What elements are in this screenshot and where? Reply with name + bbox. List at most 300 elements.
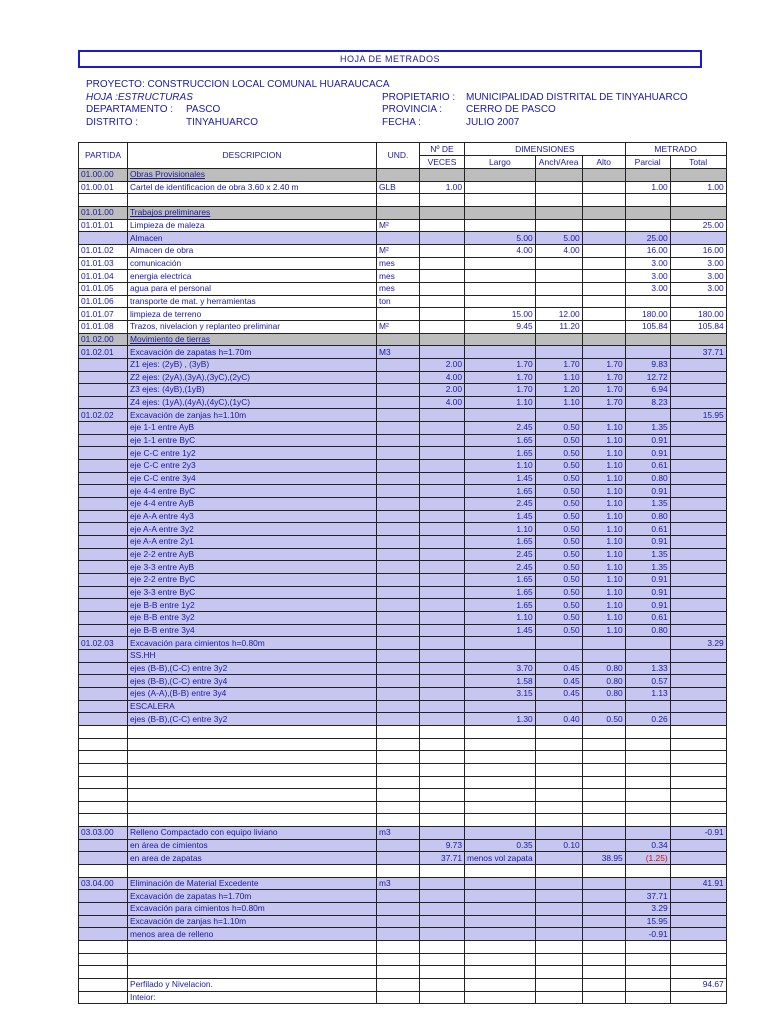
total-cell [670, 333, 726, 346]
anch-area-cell [535, 257, 582, 270]
partida-cell [79, 675, 128, 688]
veces-cell [420, 169, 465, 182]
parcial-cell [625, 738, 670, 751]
veces-cell [420, 687, 465, 700]
veces-cell [420, 827, 465, 840]
partida-cell [79, 586, 128, 599]
largo-cell: 1.65 [465, 599, 536, 612]
descripcion-cell [128, 738, 377, 751]
parcial-cell [625, 295, 670, 308]
descripcion-cell: Movimiento de tierras [128, 333, 377, 346]
partida-cell [79, 599, 128, 612]
total-cell [670, 662, 726, 675]
anch-area-cell: 0.50 [535, 422, 582, 435]
alto-cell: 1.10 [582, 447, 625, 460]
table-row [79, 574, 727, 587]
anch-area-cell: 0.50 [535, 599, 582, 612]
veces-cell [420, 915, 465, 928]
descripcion-cell: Cartel de identificacion de obra 3.60 x 2.40 m [128, 181, 377, 194]
table-row [79, 852, 727, 865]
anch-area-cell: 1.10 [535, 396, 582, 409]
descripcion-cell [128, 814, 377, 827]
anch-area-cell: 0.50 [535, 510, 582, 523]
und-cell [377, 839, 420, 852]
largo-cell: 1.10 [465, 611, 536, 624]
descripcion-cell: eje B-B entre 3y2 [128, 611, 377, 624]
parcial-cell [625, 409, 670, 422]
alto-cell [582, 649, 625, 662]
anch-area-cell: 0.50 [535, 485, 582, 498]
und-cell [377, 966, 420, 979]
partida-cell [79, 839, 128, 852]
und-cell [377, 637, 420, 650]
table-row [79, 827, 727, 840]
table-row [79, 649, 727, 662]
alto-cell: 0.80 [582, 662, 625, 675]
alto-cell: 1.10 [582, 599, 625, 612]
table-row [79, 244, 727, 257]
largo-cell: 5.00 [465, 232, 536, 245]
largo-cell [465, 865, 536, 878]
veces-cell [420, 485, 465, 498]
alto-cell [582, 890, 625, 903]
largo-cell [465, 953, 536, 966]
veces-cell [420, 422, 465, 435]
descripcion-cell: Z4 ejes: (1yA),(4yA),(4yC),(1yC) [128, 396, 377, 409]
anch-area-cell: 0.50 [535, 447, 582, 460]
parcial-cell: 6.94 [625, 384, 670, 397]
parcial-cell [625, 979, 670, 992]
parcial-cell: 16.00 [625, 244, 670, 257]
total-cell [670, 865, 726, 878]
parcial-cell: 0.91 [625, 586, 670, 599]
total-cell: 180.00 [670, 308, 726, 321]
anch-area-cell [535, 295, 582, 308]
total-cell [670, 460, 726, 473]
und-cell [377, 498, 420, 511]
descripcion-cell: eje A-A entre 2y1 [128, 536, 377, 549]
veces-cell [420, 460, 465, 473]
und-cell: M² [377, 244, 420, 257]
largo-cell [465, 169, 536, 182]
und-cell [377, 649, 420, 662]
descripcion-cell: eje B-B entre 3y4 [128, 624, 377, 637]
descripcion-cell: Excavación para cimientos h=0.80m [128, 903, 377, 916]
veces-cell [420, 814, 465, 827]
largo-cell: 1.65 [465, 434, 536, 447]
veces-cell [420, 308, 465, 321]
veces-cell [420, 675, 465, 688]
veces-cell [420, 700, 465, 713]
partida-cell [79, 536, 128, 549]
table-row [79, 434, 727, 447]
descripcion-cell [128, 865, 377, 878]
anch-area-cell [535, 865, 582, 878]
parcial-cell [625, 333, 670, 346]
parcial-cell: 0.61 [625, 460, 670, 473]
largo-cell: 9.45 [465, 320, 536, 333]
anch-area-cell: 0.50 [535, 434, 582, 447]
table-row [79, 675, 727, 688]
veces-cell: 37.71 [420, 852, 465, 865]
largo-cell: 1.45 [465, 510, 536, 523]
total-cell [670, 574, 726, 587]
und-cell [377, 333, 420, 346]
header-dimensiones: DIMENSIONES [465, 143, 626, 156]
table-row [79, 966, 727, 979]
partida-cell: 01.01.06 [79, 295, 128, 308]
total-cell: 41.91 [670, 877, 726, 890]
anch-area-cell [535, 219, 582, 232]
veces-cell [420, 877, 465, 890]
parcial-cell: 1.33 [625, 662, 670, 675]
table-row [79, 611, 727, 624]
table-row [79, 941, 727, 954]
alto-cell [582, 700, 625, 713]
total-cell [670, 801, 726, 814]
anch-area-cell [535, 991, 582, 1004]
descripcion-cell: Inteior: [128, 991, 377, 1004]
anch-area-cell: 0.50 [535, 561, 582, 574]
descripcion-cell: eje C-C entre 1y2 [128, 447, 377, 460]
parcial-cell [625, 751, 670, 764]
largo-cell: 2.45 [465, 422, 536, 435]
veces-cell [420, 523, 465, 536]
alto-cell [582, 320, 625, 333]
table-row [79, 953, 727, 966]
anch-area-cell [535, 181, 582, 194]
partida-cell [79, 941, 128, 954]
table-row [79, 979, 727, 992]
alto-cell: 1.10 [582, 574, 625, 587]
total-cell [670, 295, 726, 308]
total-cell [670, 953, 726, 966]
anch-area-cell: 0.50 [535, 611, 582, 624]
owner-label: PROPIETARIO : [382, 92, 456, 103]
und-cell: m3 [377, 827, 420, 840]
und-cell [377, 865, 420, 878]
table-row [79, 890, 727, 903]
und-cell [377, 472, 420, 485]
largo-cell [465, 257, 536, 270]
total-cell [670, 434, 726, 447]
parcial-cell: 15.95 [625, 915, 670, 928]
partida-cell: 01.01.07 [79, 308, 128, 321]
total-cell [670, 232, 726, 245]
veces-cell [420, 194, 465, 207]
largo-cell [465, 409, 536, 422]
table-row [79, 561, 727, 574]
parcial-cell [625, 194, 670, 207]
descripcion-cell: agua para el personal [128, 282, 377, 295]
alto-cell: 1.10 [582, 624, 625, 637]
partida-cell [79, 953, 128, 966]
und-cell [377, 979, 420, 992]
partida-cell [79, 611, 128, 624]
partida-cell [79, 498, 128, 511]
largo-cell [465, 751, 536, 764]
anch-area-cell [535, 333, 582, 346]
table-row [79, 713, 727, 726]
und-cell [377, 574, 420, 587]
parcial-cell: 0.61 [625, 611, 670, 624]
und-cell [377, 738, 420, 751]
und-cell [377, 485, 420, 498]
alto-cell [582, 941, 625, 954]
largo-cell [465, 789, 536, 802]
anch-area-cell [535, 903, 582, 916]
veces-cell [420, 574, 465, 587]
total-cell [670, 763, 726, 776]
parcial-cell [625, 700, 670, 713]
table-row [79, 384, 727, 397]
und-cell [377, 561, 420, 574]
descripcion-cell [128, 194, 377, 207]
alto-cell [582, 915, 625, 928]
largo-cell [465, 295, 536, 308]
veces-cell [420, 510, 465, 523]
table-row [79, 320, 727, 333]
largo-cell [465, 991, 536, 1004]
largo-cell [465, 219, 536, 232]
descripcion-cell [128, 789, 377, 802]
und-cell [377, 763, 420, 776]
anch-area-cell [535, 169, 582, 182]
veces-cell [420, 953, 465, 966]
anch-area-cell [535, 725, 582, 738]
alto-cell [582, 903, 625, 916]
anch-area-cell: 0.50 [535, 624, 582, 637]
partida-cell [79, 510, 128, 523]
descripcion-cell: eje C-C entre 2y3 [128, 460, 377, 473]
total-cell: 3.29 [670, 637, 726, 650]
anch-area-cell [535, 789, 582, 802]
largo-cell [465, 776, 536, 789]
veces-cell [420, 624, 465, 637]
und-cell: ton [377, 295, 420, 308]
anch-area-cell: 0.10 [535, 839, 582, 852]
largo-cell: menos vol zapata [465, 852, 536, 865]
province-line [382, 103, 556, 116]
total-cell [670, 358, 726, 371]
alto-cell [582, 295, 625, 308]
sheet-label: HOJA :ESTRUCTURAS [86, 92, 193, 103]
sheet-title: HOJA DE METRADOS [78, 50, 702, 68]
und-cell [377, 232, 420, 245]
descripcion-cell: Excavación de zanjas h=1.10m [128, 915, 377, 928]
und-cell [377, 725, 420, 738]
largo-cell [465, 333, 536, 346]
alto-cell: 1.10 [582, 536, 625, 549]
veces-cell [420, 548, 465, 561]
partida-cell [79, 738, 128, 751]
anch-area-cell [535, 649, 582, 662]
total-cell [670, 991, 726, 1004]
partida-cell: 01.02.00 [79, 333, 128, 346]
partida-cell [79, 928, 128, 941]
alto-cell: 0.80 [582, 675, 625, 688]
veces-cell [420, 320, 465, 333]
veces-cell [420, 725, 465, 738]
partida-cell [79, 751, 128, 764]
partida-cell [79, 396, 128, 409]
parcial-cell [625, 637, 670, 650]
und-cell: M3 [377, 346, 420, 359]
veces-cell [420, 890, 465, 903]
largo-cell [465, 700, 536, 713]
descripcion-cell: eje 3-3 entre AyB [128, 561, 377, 574]
veces-cell: 4.00 [420, 371, 465, 384]
largo-cell: 1.45 [465, 472, 536, 485]
anch-area-cell [535, 738, 582, 751]
partida-cell [79, 371, 128, 384]
total-cell [670, 928, 726, 941]
total-cell [670, 169, 726, 182]
total-cell [670, 536, 726, 549]
parcial-cell [625, 219, 670, 232]
parcial-cell [625, 941, 670, 954]
partida-cell [79, 979, 128, 992]
veces-cell [420, 928, 465, 941]
alto-cell: 0.80 [582, 687, 625, 700]
table-row [79, 877, 727, 890]
alto-cell [582, 751, 625, 764]
veces-cell: 1.00 [420, 181, 465, 194]
partida-cell [79, 890, 128, 903]
descripcion-cell: ESCALERA [128, 700, 377, 713]
largo-cell [465, 941, 536, 954]
total-cell [670, 915, 726, 928]
anch-area-cell: 5.00 [535, 232, 582, 245]
partida-cell [79, 814, 128, 827]
partida-cell [79, 662, 128, 675]
partida-cell: 03.03.00 [79, 827, 128, 840]
largo-cell [465, 915, 536, 928]
veces-cell [420, 979, 465, 992]
total-cell [670, 599, 726, 612]
largo-cell: 1.65 [465, 536, 536, 549]
anch-area-cell [535, 915, 582, 928]
descripcion-cell: eje 2-2 entre AyB [128, 548, 377, 561]
veces-cell [420, 649, 465, 662]
parcial-cell: 0.91 [625, 599, 670, 612]
largo-cell [465, 282, 536, 295]
veces-cell [420, 498, 465, 511]
alto-cell: 1.10 [582, 523, 625, 536]
veces-cell [420, 903, 465, 916]
veces-cell [420, 333, 465, 346]
descripcion-cell: eje A-A entre 4y3 [128, 510, 377, 523]
table-row [79, 485, 727, 498]
parcial-cell [625, 801, 670, 814]
alto-cell [582, 346, 625, 359]
total-cell [670, 839, 726, 852]
anch-area-cell [535, 194, 582, 207]
alto-cell [582, 181, 625, 194]
parcial-cell: -0.91 [625, 928, 670, 941]
veces-cell [420, 586, 465, 599]
table-row [79, 333, 727, 346]
parcial-cell: 1.35 [625, 548, 670, 561]
veces-cell [420, 789, 465, 802]
partida-cell: 01.00.01 [79, 181, 128, 194]
total-cell [670, 447, 726, 460]
alto-cell [582, 966, 625, 979]
veces-cell [420, 801, 465, 814]
partida-cell [79, 460, 128, 473]
und-cell [377, 586, 420, 599]
metrado-table [78, 142, 727, 1004]
largo-cell [465, 725, 536, 738]
veces-cell [420, 662, 465, 675]
descripcion-cell: Excavación de zanjas h=1.10m [128, 409, 377, 422]
veces-cell [420, 295, 465, 308]
total-cell: 3.00 [670, 270, 726, 283]
total-cell [670, 700, 726, 713]
anch-area-cell: 0.50 [535, 460, 582, 473]
und-cell [377, 536, 420, 549]
parcial-cell: 0.91 [625, 485, 670, 498]
table-row [79, 662, 727, 675]
parcial-cell: 0.26 [625, 713, 670, 726]
parcial-cell: 1.35 [625, 561, 670, 574]
veces-cell [420, 991, 465, 1004]
anch-area-cell [535, 941, 582, 954]
total-cell [670, 903, 726, 916]
und-cell: M² [377, 320, 420, 333]
header-descripcion: DESCRIPCION [128, 143, 377, 169]
parcial-cell: 1.00 [625, 181, 670, 194]
table-row [79, 839, 727, 852]
anch-area-cell [535, 409, 582, 422]
und-cell [377, 890, 420, 903]
veces-cell [420, 751, 465, 764]
header-n-de: Nº DE [420, 143, 465, 156]
descripcion-cell [128, 763, 377, 776]
total-cell [670, 206, 726, 219]
largo-cell [465, 649, 536, 662]
parcial-cell [625, 877, 670, 890]
total-cell [670, 687, 726, 700]
und-cell: m3 [377, 877, 420, 890]
parcial-cell [625, 206, 670, 219]
partida-cell [79, 776, 128, 789]
partida-cell: 01.01.04 [79, 270, 128, 283]
descripcion-cell: en área de cimientos [128, 839, 377, 852]
anch-area-cell [535, 751, 582, 764]
und-cell [377, 789, 420, 802]
alto-cell [582, 244, 625, 257]
veces-cell [420, 219, 465, 232]
largo-cell [465, 763, 536, 776]
department-line [86, 103, 220, 116]
alto-cell [582, 928, 625, 941]
parcial-cell: 8.23 [625, 396, 670, 409]
partida-cell [79, 624, 128, 637]
veces-cell: 2.00 [420, 358, 465, 371]
veces-cell [420, 244, 465, 257]
descripcion-cell: eje 3-3 entre ByC [128, 586, 377, 599]
total-cell [670, 422, 726, 435]
und-cell [377, 700, 420, 713]
anch-area-cell: 0.50 [535, 574, 582, 587]
alto-cell: 0.50 [582, 713, 625, 726]
parcial-cell [625, 346, 670, 359]
parcial-cell: 9.83 [625, 358, 670, 371]
alto-cell: 1.10 [582, 586, 625, 599]
descripcion-cell: Trazos, nivelacion y replanteo preliminar [128, 320, 377, 333]
und-cell [377, 928, 420, 941]
